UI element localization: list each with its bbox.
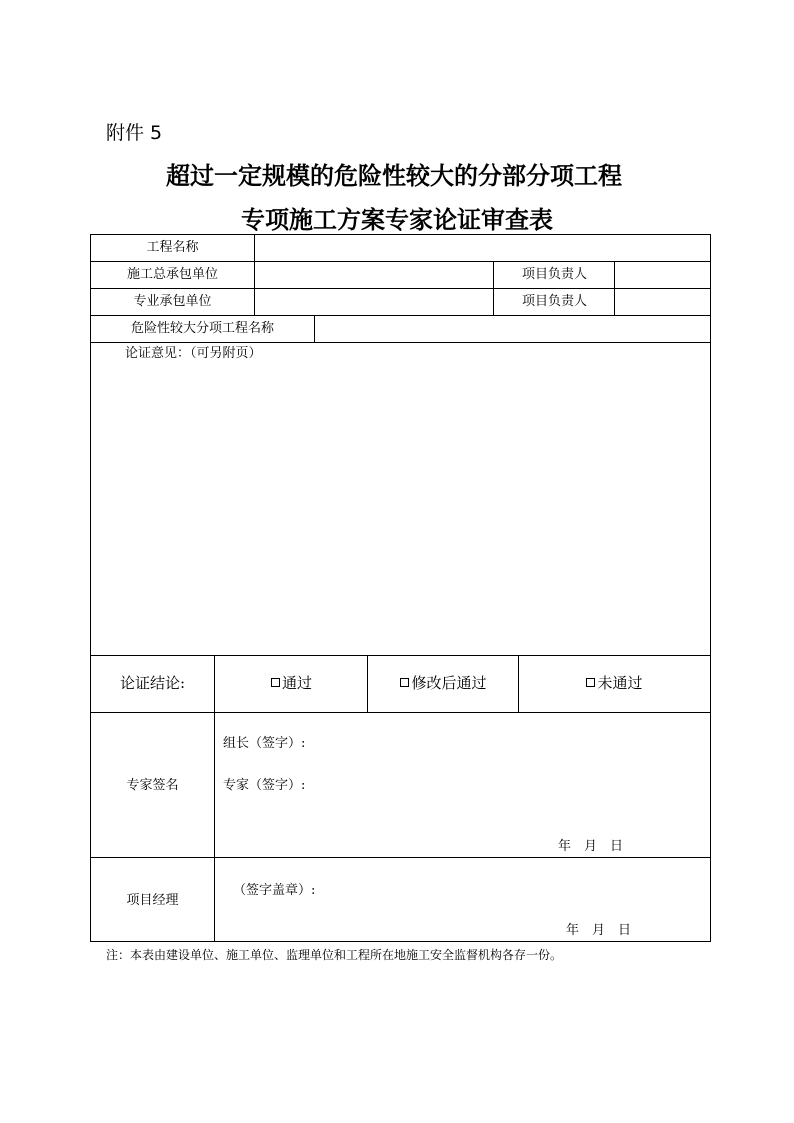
sub-contractor-manager-field[interactable] <box>620 295 705 309</box>
opinion-field[interactable] <box>100 366 700 648</box>
opinion-label: 论证意见：（可另附页） <box>125 346 262 361</box>
sub-contractor-field[interactable] <box>260 295 488 309</box>
option-pass-label: 通过 <box>281 674 312 692</box>
leader-signature[interactable]: 组长（签字）: <box>223 736 306 751</box>
table-rule <box>90 288 711 289</box>
option-pass[interactable] <box>215 676 368 691</box>
project-manager-signature[interactable]: （签字盖章）: <box>233 883 316 898</box>
project-name-field[interactable] <box>260 241 705 255</box>
table-rule <box>90 261 711 262</box>
table-rule <box>90 234 711 235</box>
general-contractor-field[interactable] <box>260 268 488 282</box>
checkbox-icon[interactable] <box>271 678 280 687</box>
option-pass-after-revision-label: 修改后通过 <box>411 674 487 692</box>
sub-contractor-manager-label: 项目负责人 <box>521 294 587 309</box>
table-rule <box>90 857 711 858</box>
project-manager-label: 项目经理 <box>126 893 179 908</box>
option-fail[interactable] <box>519 676 710 691</box>
option-pass-after-revision[interactable] <box>368 676 519 691</box>
form-title-line2: 专项施工方案专家论证审查表 <box>241 206 553 234</box>
table-rule <box>90 234 91 942</box>
review-form-table <box>90 234 711 942</box>
attachment-number: 附件 5 <box>106 122 163 144</box>
footnote: 注：本表由建设单位、施工单位、监理单位和工程所在地施工安全监督机构各存一份。 <box>106 948 563 962</box>
form-title-line1: 超过一定规模的危险性较大的分部分项工程 <box>166 162 622 190</box>
hazard-project-label: 危险性较大分项工程名称 <box>130 321 274 336</box>
table-rule <box>90 315 711 316</box>
hazard-project-field[interactable] <box>320 322 705 336</box>
table-rule <box>710 234 711 942</box>
table-rule <box>90 712 711 713</box>
table-rule <box>90 342 711 343</box>
checkbox-icon[interactable] <box>586 678 595 687</box>
expert-signature-label: 专家签名 <box>126 778 179 793</box>
expert-signature[interactable]: 专家（签字）: <box>223 778 306 793</box>
project-manager-date[interactable]: 年 月 日 <box>566 923 632 938</box>
conclusion-label: 论证结论: <box>119 674 186 692</box>
option-fail-label: 未通过 <box>597 674 643 692</box>
expert-signature-date[interactable]: 年 月 日 <box>558 839 624 854</box>
general-contractor-manager-field[interactable] <box>620 268 705 282</box>
checkbox-icon[interactable] <box>400 678 409 687</box>
table-rule <box>90 655 711 656</box>
table-rule <box>90 941 711 942</box>
general-contractor-label: 施工总承包单位 <box>126 267 218 282</box>
project-name-label: 工程名称 <box>146 240 199 255</box>
sub-contractor-label: 专业承包单位 <box>133 294 212 309</box>
general-contractor-manager-label: 项目负责人 <box>521 267 587 282</box>
